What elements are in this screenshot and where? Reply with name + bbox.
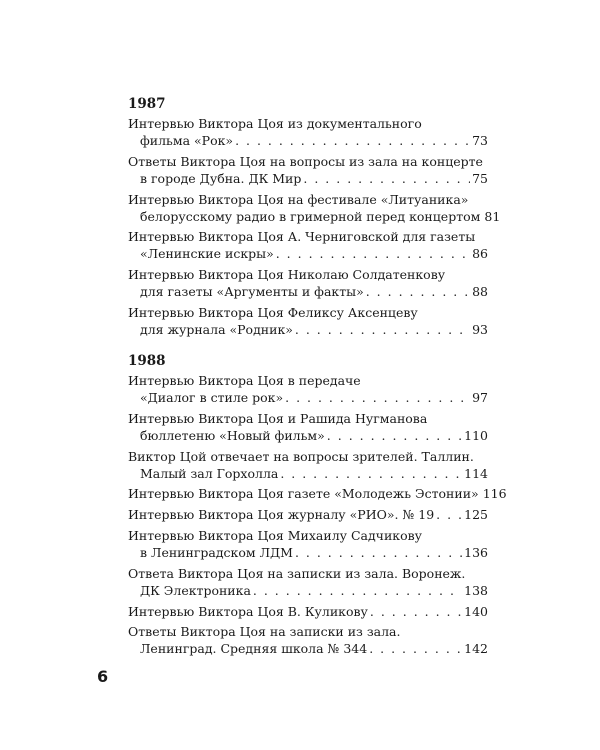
- entry-page-number: 75: [472, 170, 488, 186]
- entry-title-line1: Ответы Виктора Цоя на вопросы из зала на концерте: [128, 153, 483, 169]
- entry-title-line2: белорусскому радио в гримерной перед концертом: [140, 208, 481, 224]
- entry-title-line2: фильма «Рок»: [140, 133, 234, 148]
- entry-page-number: 110: [464, 427, 488, 443]
- entry-title-line1: Ответы Виктора Цоя на записки из зала.: [128, 624, 401, 640]
- toc-entry: [128, 191, 501, 225]
- entry-title-line1: Интервью Виктора Цоя в передаче: [128, 373, 361, 388]
- entry-title-line1: Интервью Виктора Цоя Михаилу Садчикову: [128, 527, 423, 543]
- entry-title-line1: Интервью Виктора Цоя Феликсу Аксенцеву: [128, 304, 418, 320]
- toc-entry: [128, 603, 488, 620]
- entry-title-line2: «Ленинские искры»: [140, 246, 274, 262]
- entry-title-line1: Интервью Виктора Цоя А. Черниговской для газеты: [128, 229, 476, 245]
- dot-leader: [436, 506, 462, 523]
- dot-leader: [276, 245, 470, 262]
- entry-title-line2: для журнала «Родник»: [140, 321, 293, 337]
- toc-entry: [128, 527, 488, 561]
- toc-entry: [128, 506, 488, 523]
- entry-page-number: 93: [472, 321, 488, 337]
- toc-entry: [128, 565, 488, 599]
- entry-title-line1: Интервью Виктора Цоя из документального: [128, 116, 422, 131]
- dot-leader: [295, 544, 462, 561]
- section-year: 1988: [128, 353, 166, 369]
- dot-leader: [366, 283, 470, 300]
- entry-title-line1: Виктор Цой отвечает на вопросы зрителей. Таллин.: [128, 448, 474, 464]
- entry-title-line2: «Диалог в стиле рок»: [140, 390, 284, 405]
- entry-title-line2: Ленинград. Средняя школа № 344: [140, 641, 368, 657]
- toc-entry: [128, 410, 488, 444]
- toc-entry: [128, 153, 488, 187]
- entry-title-line2: ДК Электроника: [140, 582, 251, 598]
- toc-entry: [128, 623, 488, 657]
- entry-page-number: 125: [464, 507, 488, 523]
- toc-entry: [128, 448, 488, 482]
- toc-section-1987: [128, 96, 501, 342]
- entry-page-number: 86: [472, 246, 488, 262]
- toc-entry: [128, 228, 488, 262]
- entry-page-number: 88: [472, 284, 488, 300]
- dot-leader: [370, 603, 462, 620]
- toc-entry: [128, 372, 488, 406]
- entry-page-number: 138: [464, 582, 488, 598]
- dot-leader: [303, 170, 470, 187]
- entry-page-number: 97: [472, 390, 488, 405]
- entry-title-line1: Интервью Виктора Цоя и Рашида Нугманова: [128, 410, 428, 426]
- entry-title-line2: в Ленинградском ЛДМ: [140, 544, 293, 560]
- entry-page-number: 116: [482, 486, 507, 502]
- entry-page-number: 142: [464, 641, 488, 657]
- entry-title-line2: для газеты «Аргументы и факты»: [140, 284, 364, 300]
- entry-page-number: 114: [464, 465, 488, 481]
- toc-entry: [128, 304, 488, 338]
- entry-title-line1: Интервью Виктора Цоя на фестивале «Литуаника»: [128, 191, 469, 207]
- dot-leader: [285, 389, 470, 406]
- entry-title: Интервью Виктора Цоя журналу «РИО». № 19: [128, 507, 435, 523]
- dot-leader: [235, 132, 470, 149]
- entry-title: Интервью Виктора Цоя В. Куликову: [128, 603, 368, 619]
- entry-page-number: 81: [484, 208, 501, 224]
- dot-leader: [253, 582, 462, 599]
- entry-title-line2: бюллетеню «Новый фильм»: [140, 427, 325, 443]
- dot-leader: [369, 640, 462, 657]
- dot-leader: [295, 321, 470, 338]
- dot-leader: [280, 465, 462, 482]
- entry-title-line1: Ответа Виктора Цоя на записки из зала. Воронеж.: [128, 565, 466, 581]
- toc-entry: [128, 266, 488, 300]
- page-number: 6: [97, 667, 109, 686]
- entry-title: Интервью Виктора Цоя газете «Молодежь Эстонии»: [128, 486, 479, 502]
- entry-page-number: 73: [472, 133, 488, 148]
- entry-title-line1: Интервью Виктора Цоя Николаю Солдатенкову: [128, 267, 446, 283]
- entry-title-line2: Малый зал Горхолла: [140, 465, 279, 481]
- entry-page-number: 140: [464, 603, 488, 619]
- dot-leader: [327, 427, 462, 444]
- toc-section-1988: [128, 353, 507, 661]
- toc-entry: [128, 485, 507, 502]
- toc-entry: [128, 115, 488, 149]
- entry-page-number: 136: [464, 544, 488, 560]
- entry-title-line2: в городе Дубна. ДК Мир: [140, 170, 302, 186]
- section-year: 1987: [128, 96, 166, 112]
